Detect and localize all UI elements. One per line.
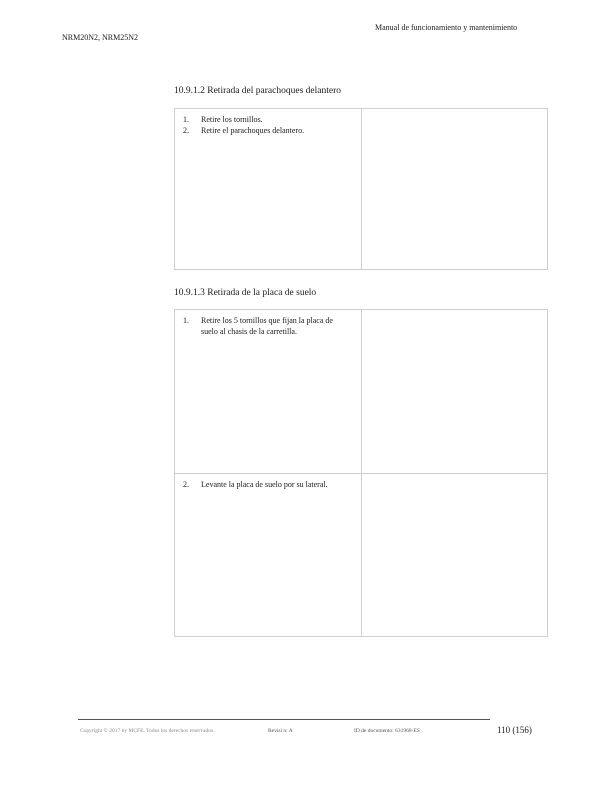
footer-revision: Revisi n: A — [268, 728, 293, 734]
list-item — [183, 125, 345, 136]
step-list — [183, 479, 345, 490]
footer-rule-gap — [490, 718, 544, 721]
section-title: 10.9.1.3 Retirada de la placa de suelo — [174, 288, 317, 298]
footer-copyright: Copyright © 2017 by MCFE. Todos los derechos reservados. — [80, 728, 215, 734]
footer-page-number: 110 (156) — [497, 725, 532, 735]
column-divider — [361, 474, 362, 636]
list-item — [183, 479, 345, 490]
list-item — [183, 114, 345, 125]
column-divider — [361, 310, 362, 473]
step-text: Retire los tornillos. — [201, 115, 263, 124]
column-divider — [361, 109, 362, 269]
footer-document-id: ID de documento: 631968-ES — [354, 728, 420, 734]
step-row — [175, 473, 547, 636]
step-table — [174, 309, 548, 637]
step-row — [175, 310, 547, 473]
footer-rule — [78, 719, 544, 720]
section-title: 10.9.1.2 Retirada del parachoques delantero — [174, 86, 341, 96]
header-models: NRM20N2, NRM25N2 — [62, 33, 139, 42]
step-text: Retire los 5 tornillos que fijan la placa de suelo al chasis de la carretilla. — [201, 316, 333, 336]
step-number: 1. — [183, 115, 189, 124]
step-row — [175, 109, 547, 269]
header-manual-title: Manual de funcionamiento y mantenimiento — [375, 23, 518, 32]
step-number: 2. — [183, 480, 189, 489]
step-text: Retire el parachoques delantero. — [201, 126, 305, 135]
step-list — [183, 315, 345, 337]
step-table — [174, 108, 548, 270]
step-list — [183, 114, 345, 136]
list-item — [183, 315, 345, 337]
step-number: 2. — [183, 126, 189, 135]
step-text: Levante la placa de suelo por su lateral. — [201, 480, 328, 489]
step-number: 1. — [183, 316, 189, 325]
